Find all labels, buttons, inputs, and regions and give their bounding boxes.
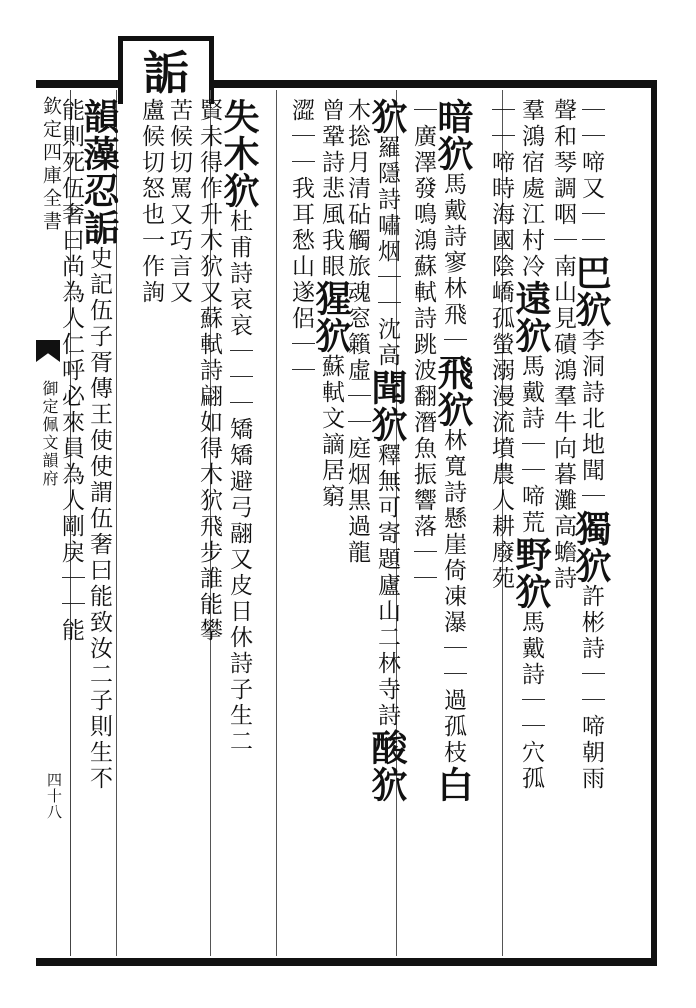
headword: 獨狖 (570, 510, 612, 584)
column-text: 嶠孤螢溺漫流 (488, 280, 514, 436)
headword: 聞狖 (366, 369, 408, 443)
text-column (78, 98, 120, 792)
rhyme-title-box (118, 36, 214, 104)
text-column (408, 98, 438, 592)
column-text: 盧候切怒也一作詢 (138, 98, 164, 306)
column-text: 曾鞏詩悲風我眼 (318, 98, 344, 280)
text-column (510, 98, 552, 792)
headword: 狖 (366, 98, 408, 135)
column-text: 史記伍子胥傳王使使謂伍奢曰能致汝二子則生不 (86, 246, 112, 792)
headword: 失木狖 (218, 98, 260, 209)
column-text: ｜｜啼時海國陰 (488, 98, 514, 280)
headword: 韻藻忍詬 (78, 98, 120, 246)
column-text: 木捴月清砧觸旅魂 (344, 98, 370, 306)
text-column (570, 98, 612, 792)
column-text: 墳農人耕廢苑 (488, 436, 514, 592)
text-column (286, 98, 316, 384)
column-text: 羣鴻宿處江村冷 (518, 98, 544, 280)
text-column (548, 98, 578, 592)
headword: 飛狖 (432, 354, 474, 428)
text-column (432, 98, 474, 803)
column-text: 賢未得作升木狖又蘇軾詩翩如得木狖飛步誰能攀 (196, 98, 222, 644)
column-text: ｜｜啼又｜｜ (578, 98, 604, 254)
column-rule (276, 90, 277, 956)
column-text: 山遂侶｜｜ (288, 254, 314, 384)
text-column (486, 98, 516, 592)
collection-title: 欽定四庫全書 (40, 96, 62, 234)
column-text: 羣牛向暮灘高蟾詩 (550, 384, 576, 592)
text-column (56, 98, 86, 644)
frame-bottom-border (36, 958, 656, 966)
rhyme-title-char: 詬 (143, 46, 189, 100)
headword: 白 (432, 766, 474, 803)
headword: 野狖 (510, 536, 552, 610)
column-text: 苦候切罵又巧言又 (166, 98, 192, 306)
column-text: 馬戴詩｜｜啼荒 (518, 354, 544, 536)
column-text: 馬戴詩寥林飛｜ (440, 172, 466, 354)
column-text: 能則死伍奢曰尚為人仁呼必來員為人剛戾｜｜能 (58, 98, 84, 644)
column-text: 窓籟虛｜｜庭烟黒過龍 (344, 306, 370, 566)
text-column (164, 98, 194, 306)
column-text: 馬戴詩｜｜穴孤 (518, 610, 544, 792)
text-column (136, 98, 166, 306)
headword: 酸狖 (366, 729, 408, 803)
column-text: ｜南山見磧鴻 (550, 228, 576, 384)
column-text: 澀｜｜我耳愁 (288, 98, 314, 254)
column-text: 許彬詩｜｜啼朝雨 (578, 584, 604, 792)
headword: 猩狖 (310, 280, 352, 354)
column-text: 杜甫詩哀哀｜｜｜矯矯避弓翮又皮日休詩子生二 (226, 209, 252, 755)
frame-right-border (651, 80, 657, 966)
column-text: 林寬詩懸崖倚凍瀑｜｜過孤枝 (440, 428, 466, 766)
column-text: 聲和琴調咽 (550, 98, 576, 228)
headword: 遠狖 (510, 280, 552, 354)
text-column (310, 98, 352, 510)
headword: 暗狖 (432, 98, 474, 172)
column-text: 釋無可寄題廬山二林寺詩 (374, 443, 400, 729)
page-number: 四十八 (45, 772, 63, 820)
column-text: 蘇軾詩跳波翻潛魚振響落｜｜ (410, 254, 436, 592)
column-text: ｜廣澤發鳴鴻 (410, 98, 436, 254)
column-text: 羅隱詩嘯烟｜｜沈高 (374, 135, 400, 369)
headword: 巴狖 (570, 254, 612, 328)
book-title: 御定佩文韻府 (40, 380, 59, 488)
text-column (194, 98, 224, 644)
text-column (218, 98, 260, 755)
column-text: 李洞詩北地聞｜ (578, 328, 604, 510)
text-column (366, 98, 408, 803)
column-text: 蘇軾文謫居窮 (318, 354, 344, 510)
